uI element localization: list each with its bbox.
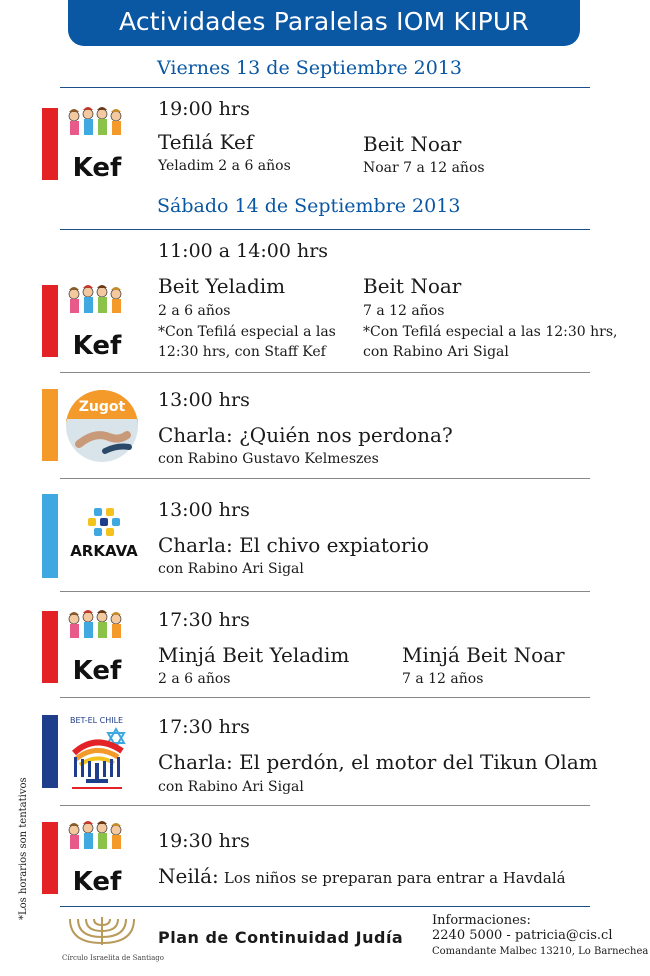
event-title: Beit Noar — [363, 274, 462, 298]
event-subtitle: Noar 7 a 12 años — [363, 160, 485, 176]
color-bar — [42, 611, 58, 683]
color-bar — [42, 494, 58, 578]
event-note: *Con Tefilá especial a las — [158, 324, 336, 340]
event-time: 17:30 hrs — [158, 609, 250, 631]
event-subtitle: 7 a 12 años — [402, 671, 484, 687]
svg-text:Kef: Kef — [72, 656, 122, 685]
divider — [60, 805, 590, 806]
event-title: Tefilá Kef — [158, 130, 254, 154]
arkava-logo — [64, 506, 146, 566]
event-time: 19:00 hrs — [158, 98, 250, 120]
contact-info: 2240 5000 - patricia@cis.cl — [432, 928, 613, 943]
date-saturday: Sábado 14 de Septiembre 2013 — [157, 195, 461, 217]
event-subtitle: con Rabino Gustavo Kelmeszes — [158, 451, 379, 467]
svg-text:Kef: Kef — [72, 331, 122, 360]
event-subtitle: con Rabino Ari Sigal — [158, 561, 304, 577]
divider — [60, 591, 590, 592]
color-bar — [42, 108, 58, 180]
event-title: Neilá: — [158, 864, 219, 888]
divider — [60, 87, 590, 88]
event-title: Beit Yeladim — [158, 274, 286, 298]
event-time: 17:30 hrs — [158, 716, 250, 738]
event-time: 13:00 hrs — [158, 499, 250, 521]
address: Comandante Malbec 13210, Lo Barnechea — [432, 946, 649, 957]
divider — [60, 697, 590, 698]
event-title: Minjá Beit Yeladim — [158, 643, 350, 667]
side-note: *Los horarios son tentativos — [18, 777, 29, 920]
event-title: Minjá Beit Noar — [402, 643, 565, 667]
svg-text:Kef: Kef — [72, 867, 122, 896]
color-bar — [42, 285, 58, 357]
event-title: Charla: El chivo expiatorio — [158, 533, 429, 557]
divider — [60, 478, 590, 479]
program-title: Plan de Continuidad Judía — [158, 928, 404, 947]
event-subtitle: 2 a 6 años — [158, 303, 231, 319]
event-title: Charla: El perdón, el motor del Tikun Olam — [158, 750, 598, 774]
arkava-logo-text: ARKAVA — [70, 542, 138, 560]
color-bar — [42, 715, 58, 788]
event-subtitle: con Rabino Ari Sigal — [158, 779, 304, 795]
event-subtitle: 7 a 12 años — [363, 303, 445, 319]
event-subtitle: Los niños se preparan para entrar a Havdalá — [223, 869, 566, 887]
event-title: Charla: ¿Quién nos perdona? — [158, 423, 453, 447]
color-bar — [42, 389, 58, 461]
event-subtitle: Yeladim 2 a 6 años — [158, 158, 291, 174]
svg-text:Kef: Kef — [72, 153, 122, 182]
kef-logo — [64, 818, 130, 900]
divider — [60, 906, 590, 907]
divider — [60, 229, 590, 230]
event-title: Beit Noar — [363, 132, 462, 156]
event-time: 13:00 hrs — [158, 389, 250, 411]
divider — [60, 372, 590, 373]
date-friday: Viernes 13 de Septiembre 2013 — [157, 57, 463, 79]
kef-logo — [64, 104, 130, 186]
zugot-logo — [65, 389, 139, 467]
page-title: Actividades Paralelas IOM KIPUR — [68, 0, 580, 46]
event-subtitle: 2 a 6 años — [158, 671, 231, 687]
event-note: 12:30 hrs, con Staff Kef — [158, 344, 326, 360]
org-name: Círculo Israelita de Santiago — [62, 954, 165, 962]
info-label: Informaciones: — [432, 913, 531, 928]
betel-logo — [66, 713, 144, 797]
color-bar — [42, 822, 58, 894]
cis-logo — [62, 913, 142, 957]
event-note: *Con Tefilá especial a las 12:30 hrs, — [363, 324, 618, 340]
kef-logo — [64, 282, 130, 364]
betel-logo-text: BET-EL CHILE — [70, 716, 124, 725]
zugot-logo-text: Zugot — [78, 399, 126, 415]
event-note: con Rabino Ari Sigal — [363, 344, 509, 360]
event-time: 19:30 hrs — [158, 830, 250, 852]
event-title-line — [158, 864, 566, 888]
event-time: 11:00 a 14:00 hrs — [158, 240, 329, 262]
kef-logo — [64, 607, 130, 689]
